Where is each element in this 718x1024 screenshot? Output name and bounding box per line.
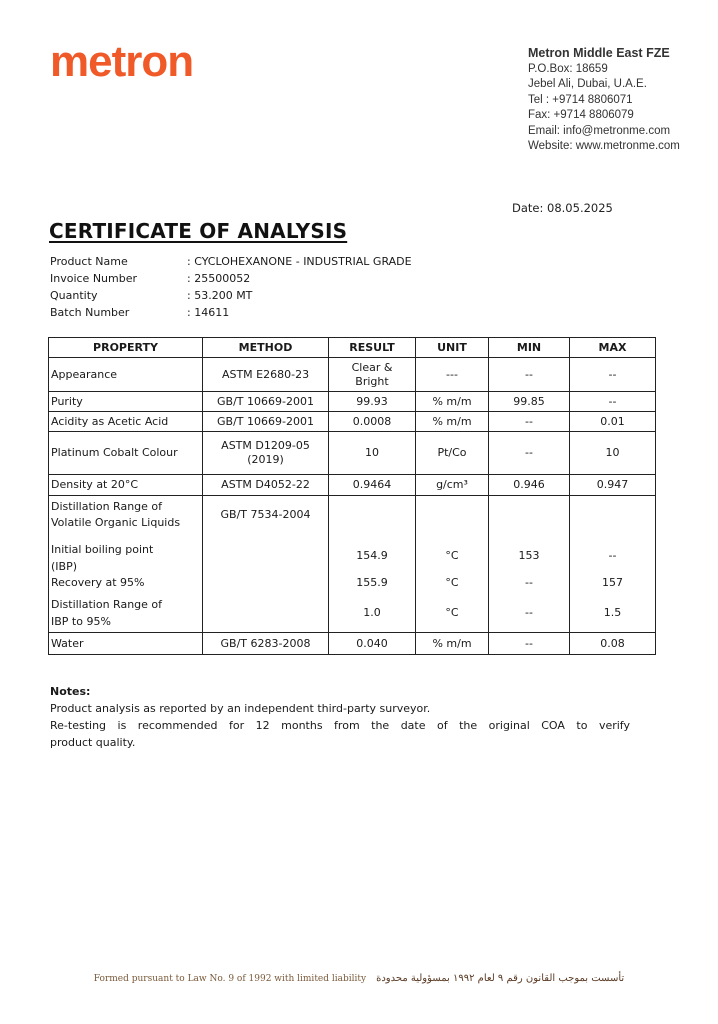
note-line: Product analysis as reported by an independent third-party surveyor. <box>50 702 431 715</box>
table-header-row <box>49 338 656 358</box>
address-line: Jebel Ali, Dubai, U.A.E. <box>528 78 647 90</box>
footer-english: Formed pursuant to Law No. 9 of 1992 with limited liability <box>93 974 367 984</box>
fax-line: Fax: +9714 8806079 <box>528 109 634 121</box>
info-label: Product Name <box>50 255 128 268</box>
max-cell: 10 <box>570 432 656 475</box>
max-cell: 0.947 <box>570 475 656 496</box>
min-cell: -- <box>489 358 570 392</box>
min-cell: -- <box>489 432 570 475</box>
info-value: : CYCLOHEXANONE - INDUSTRIAL GRADE <box>187 255 412 268</box>
result-cell: 0.0008 <box>329 412 416 432</box>
table-row <box>49 392 656 412</box>
info-label: Batch Number <box>50 306 130 319</box>
method-cell: ASTM E2680-23 <box>203 358 329 392</box>
method-line: ASTM D1209-05 <box>221 439 310 452</box>
info-row <box>50 304 412 321</box>
unit-cell: Pt/Co <box>416 432 489 475</box>
result-line: Clear & <box>351 360 393 374</box>
min-value: 153 <box>518 549 540 562</box>
property-cell: Appearance <box>49 358 203 392</box>
company-address-block <box>528 46 680 155</box>
min-value: -- <box>525 606 533 619</box>
max-value: 1.5 <box>603 606 622 619</box>
min-cell: -- <box>489 633 570 655</box>
column-header: RESULT <box>329 338 416 358</box>
website-line: Website: www.metronme.com <box>528 140 680 152</box>
sub-property-range: Distillation Range of IBP to 95% <box>51 598 163 628</box>
info-value: : 53.200 MT <box>187 289 253 302</box>
sub-property-ibp: Initial boiling point (IBP) <box>51 543 154 573</box>
column-header: MAX <box>570 338 656 358</box>
logo-o: o <box>141 37 168 86</box>
unit-cell <box>416 496 489 633</box>
document-title: CERTIFICATE OF ANALYSIS <box>49 219 348 243</box>
result-value: 154.9 <box>356 549 388 562</box>
company-logo <box>50 37 194 86</box>
property-cell: Water <box>49 633 203 655</box>
min-cell: 99.85 <box>489 392 570 412</box>
analysis-table <box>48 337 656 655</box>
method-line: (2019) <box>247 453 284 466</box>
result-cell: 0.9464 <box>329 475 416 496</box>
column-header: METHOD <box>203 338 329 358</box>
info-value: : 14611 <box>187 306 230 319</box>
min-value: -- <box>525 576 533 589</box>
max-cell: -- <box>570 358 656 392</box>
property-cell <box>49 496 203 633</box>
unit-cell: g/cm³ <box>416 475 489 496</box>
table-row <box>49 475 656 496</box>
unit-cell: % m/m <box>416 412 489 432</box>
max-cell <box>570 496 656 633</box>
footer-arabic: تأسست بموجب القانون رقم ٩ لعام ١٩٩٢ بمسؤولية محدودة <box>376 973 625 984</box>
group-label: Distillation Range of Volatile Organic Liquids <box>51 500 181 529</box>
result-value: 155.9 <box>356 576 388 589</box>
table-row <box>49 633 656 655</box>
result-cell: 10 <box>329 432 416 475</box>
max-value: 157 <box>602 576 623 589</box>
unit-value: °C <box>445 549 459 562</box>
email-line: Email: info@metronme.com <box>528 124 671 137</box>
info-label: Invoice Number <box>50 272 138 285</box>
method-cell: ASTM D4052-22 <box>203 475 329 496</box>
address-line: P.O.Box: 18659 <box>528 62 608 75</box>
info-row <box>50 253 412 270</box>
result-cell: 99.93 <box>329 392 416 412</box>
info-label: Quantity <box>50 289 98 302</box>
logo-text-suffix: n <box>167 37 194 86</box>
note-line: Re-testing is recommended for 12 months from the date of the original COA to verify <box>50 719 630 732</box>
max-cell: 0.08 <box>570 633 656 655</box>
notes-section <box>50 683 630 751</box>
company-name: Metron Middle East FZE <box>528 46 670 60</box>
result-value: 1.0 <box>363 606 381 619</box>
column-header: MIN <box>489 338 570 358</box>
method-cell <box>203 432 329 475</box>
unit-cell: % m/m <box>416 633 489 655</box>
logo-text-prefix: metr <box>50 37 142 86</box>
property-cell: Density at 20°C <box>49 475 203 496</box>
notes-heading: Notes: <box>50 685 91 698</box>
legal-footer <box>0 973 718 984</box>
unit-value: °C <box>445 576 459 589</box>
property-cell: Acidity as Acetic Acid <box>49 412 203 432</box>
table-row <box>49 412 656 432</box>
table-row <box>49 432 656 475</box>
column-header: PROPERTY <box>49 338 203 358</box>
info-row <box>50 270 412 287</box>
phone-line: Tel : +9714 8806071 <box>528 93 633 106</box>
table-row-distillation <box>49 496 656 633</box>
max-cell: -- <box>570 392 656 412</box>
property-cell: Purity <box>49 392 203 412</box>
table-row <box>49 358 656 392</box>
result-line: Bright <box>355 374 389 388</box>
property-cell: Platinum Cobalt Colour <box>49 432 203 475</box>
result-cell <box>329 496 416 633</box>
unit-cell: --- <box>416 358 489 392</box>
info-value: : 25500052 <box>187 272 251 285</box>
sub-property-recovery: Recovery at 95% <box>51 576 145 589</box>
unit-value: °C <box>445 606 459 619</box>
max-cell: 0.01 <box>570 412 656 432</box>
result-cell <box>329 358 416 392</box>
min-cell <box>489 496 570 633</box>
product-info <box>50 253 412 321</box>
column-header: UNIT <box>416 338 489 358</box>
note-line: product quality. <box>50 736 136 749</box>
info-row <box>50 287 412 304</box>
min-cell: 0.946 <box>489 475 570 496</box>
max-value: -- <box>608 549 617 562</box>
method-cell: GB/T 6283-2008 <box>203 633 329 655</box>
min-cell: -- <box>489 412 570 432</box>
result-cell: 0.040 <box>329 633 416 655</box>
method-cell: GB/T 10669-2001 <box>203 412 329 432</box>
method-cell: GB/T 10669-2001 <box>203 392 329 412</box>
method-cell: GB/T 7534-2004 <box>203 496 329 633</box>
unit-cell: % m/m <box>416 392 489 412</box>
document-date: Date: 08.05.2025 <box>512 201 613 215</box>
